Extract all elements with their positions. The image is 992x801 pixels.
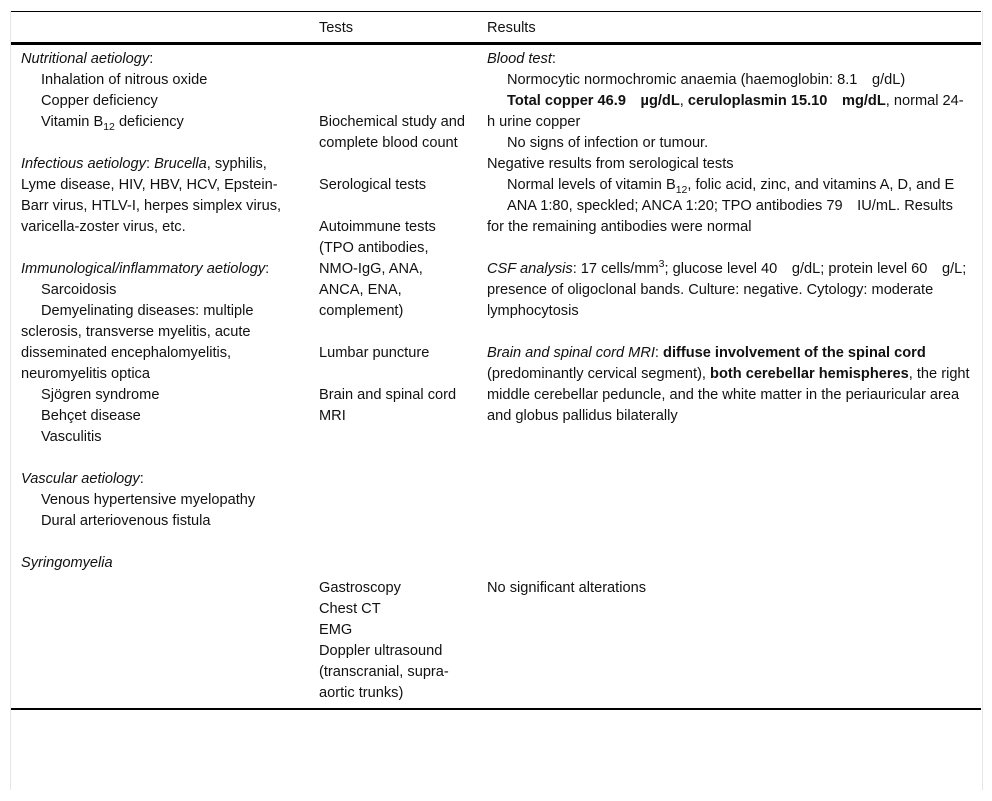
list-item: Sjögren syndrome — [41, 387, 160, 403]
list-item: Demyelinating diseases: multiple sclerosis, transverse myelitis, acute disseminated encephalomyelitis, neuromyelitis optica — [21, 303, 254, 382]
list-item: Venous hypertensive myelopathy — [41, 492, 256, 508]
list-item: Vitamin $B_{12}$ deficiency — [41, 114, 184, 133]
tests-cell — [309, 44, 477, 575]
header-tests: Tests — [309, 12, 477, 44]
results-cell-other — [477, 574, 981, 709]
result-no-alterations: No significant alterations — [487, 580, 646, 596]
infectious-aetiology: Infectious aetiology: Brucella, syphilis, Lyme disease, HIV, HBV, HCV, Epstein-Barr virus, HTLV-I, herpes simplex virus, varicella-zoster virus, etc. — [21, 156, 282, 235]
test-chest-ct: Chest CT — [319, 601, 381, 617]
aetiology-cell-empty — [11, 574, 309, 709]
result-antibodies: ANA 1:80, speckled; ANCA 1:20; TPO antibodies 79 IU/mL. Results for the remaining antibodies were normal — [487, 198, 953, 235]
aetiology-cell: Nutritional aetiology: Inhalation of nitrous oxide Copper deficiency Vitamin $B_{12}$ deficiency Infectious aetiology: Brucella, syphilis, Lyme disease, HIV, HBV, HCV, Epstein-Barr virus, HTLV-I, herpes simplex virus, varicella-zoster virus, etc. Immunological/inflammatory aetiology: Sarcoidosis Demyelinating diseases: multiple sclerosis, transverse myelitis, acute disseminated encephalomyelitis, neuromyelitis optica Sjögren syndrome Behçet disease Vasculitis Vascular aetiology: Venous hypertensive myelopathy Dural arteriovenous fistula Syringomyelia — [11, 44, 309, 575]
tests-cell-other — [309, 574, 477, 709]
list-item: Vasculitis — [41, 429, 102, 445]
list-item: Dural arteriovenous fistula — [41, 513, 211, 529]
list-item: Behçet disease — [41, 408, 141, 424]
table-row — [11, 574, 981, 709]
list-item: Inhalation of nitrous oxide — [41, 72, 208, 88]
syringomyelia-title: Syringomyelia — [21, 555, 113, 571]
test-biochemical: Biochemical study and complete blood count — [319, 114, 466, 151]
result-anaemia: Normocytic normochromic anaemia (haemoglobin: 8.1 g/dL) — [507, 72, 906, 88]
result-no-infection: No signs of infection or tumour. — [507, 135, 709, 151]
blood-test-title: Blood test — [487, 51, 552, 67]
header-results: Results — [477, 12, 981, 44]
result-mri: Brain and spinal cord MRI: diffuse involvement of the spinal cord (predominantly cervical segment), both cerebellar hemispheres, the right middle cerebellar peduncle, and the white matter in the periauricular area and globus pallidus bilaterally — [487, 345, 970, 424]
result-copper: Total copper 46.9 µg/dL, ceruloplasmin 15.10 mg/dL, normal 24-h urine copper — [487, 93, 964, 130]
result-serology: Negative results from serological tests — [487, 156, 734, 172]
test-serological: Serological tests — [319, 177, 427, 193]
test-autoimmune: Autoimmune tests (TPO antibodies, NMO-IgG, ANA, ANCA, ENA, complement) — [319, 219, 436, 319]
test-emg: EMG — [319, 622, 353, 638]
test-gastroscopy: Gastroscopy — [319, 580, 401, 596]
vascular-title: Vascular aetiology: — [21, 471, 144, 487]
test-mri: Brain and spinal cord MRI — [319, 387, 457, 424]
nutritional-title: Nutritional aetiology — [21, 51, 150, 67]
header-aetiology — [11, 12, 309, 44]
header-row — [11, 12, 981, 44]
differential-diagnosis-table — [11, 11, 981, 710]
list-item: Sarcoidosis — [41, 282, 117, 298]
list-item: Copper deficiency — [41, 93, 158, 109]
result-vitamins: Normal levels of vitamin $B_{12}$, folic acid, zinc, and vitamins A, D, and E — [507, 177, 955, 196]
test-lumbar-puncture: Lumbar puncture — [319, 345, 430, 361]
result-csf: CSF analysis: 17 cells/$mm^3$; glucose level 40 g/dL; protein level 60 g/L; presence of oligoclonal bands. Culture: negative. Cytology: moderate lymphocytosis — [487, 258, 967, 319]
table-row — [11, 44, 981, 575]
test-doppler: Doppler ultrasound (transcranial, supra-aortic trunks) — [319, 643, 449, 701]
immunological-title: Immunological/inflammatory aetiology: — [21, 261, 270, 277]
results-cell: Blood test: Normocytic normochromic anaemia (haemoglobin: 8.1 g/dL) Total copper 46.9 µg/dL, ceruloplasmin 15.10 mg/dL, normal 24-h urine copper No signs of infection or tumour. Negative results from serological tests Normal levels of vitamin $B_{12}$, folic acid, zinc, and vitamins A, D, and E ANA 1:80, speckled; ANCA 1:20; TPO antibodies 79 IU/mL. Results for the remaining antibodies were normal CSF analysis: 17 cells/$mm^3$; glucose level 40 g/dL; protein level 60 g/L; presence of oligoclonal bands. Culture: negative. Cytology: moderate lymphocytosis Brain and spinal cord MRI: diffuse involvement of the spinal cord (predominantly cervical segment), both cerebellar hemispheres, the right middle cerebellar peduncle, and the white matter in the periauricular area and globus pallidus bilaterally — [477, 44, 981, 575]
